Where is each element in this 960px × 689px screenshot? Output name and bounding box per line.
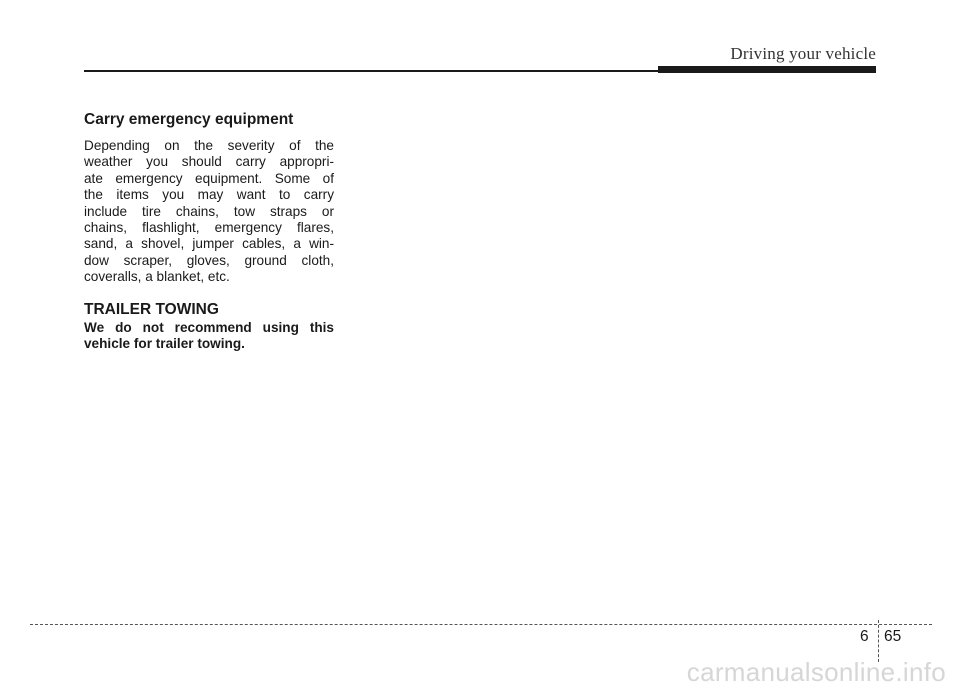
paragraph-line: the items you may want to carry [84, 187, 334, 203]
paragraph-line: dow scraper, gloves, ground cloth, [84, 252, 334, 268]
paragraph-line: chains, flashlight, emergency flares, [84, 220, 334, 236]
header-rule-accent [658, 66, 876, 73]
trailer-towing-note [84, 320, 334, 353]
note-line: vehicle for trailer towing. [84, 336, 245, 352]
note-line: We do not recommend using this [84, 319, 334, 335]
emergency-paragraph [84, 138, 334, 286]
footer-divider [30, 624, 932, 625]
chapter-number: 6 [860, 628, 869, 645]
section-heading-trailer-towing: TRAILER TOWING [84, 300, 219, 318]
page-number: 65 [884, 628, 902, 645]
paragraph-line: sand, a shovel, jumper cables, a win- [84, 236, 334, 252]
paragraph-line: coveralls, a blanket, etc. [84, 269, 230, 285]
footer-page-divider [878, 620, 879, 662]
paragraph-line: ate emergency equipment. Some of [84, 170, 334, 186]
paragraph-line: weather you should carry appropri- [84, 154, 334, 170]
header-rule [84, 70, 660, 72]
paragraph-line: include tire chains, tow straps or [84, 203, 334, 219]
watermark: carmanualsonline.info [686, 657, 946, 687]
section-heading-emergency: Carry emergency equipment [84, 111, 294, 128]
page-content [84, 111, 334, 352]
paragraph-line: Depending on the severity of the [84, 138, 334, 153]
page-header-title: Driving your vehicle [730, 44, 876, 63]
